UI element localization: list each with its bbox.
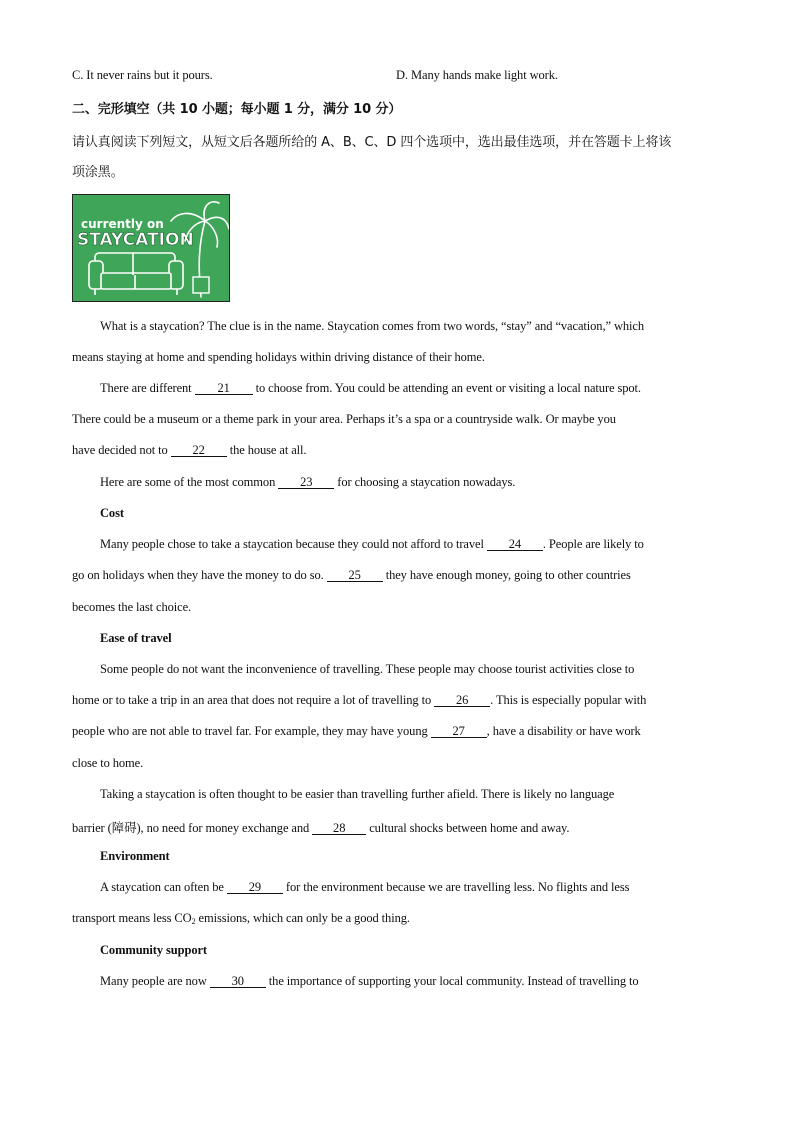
passage-p5-line3: [72, 724, 641, 739]
instruction-line-2: 项涂黑。: [72, 165, 124, 180]
text: . People are likely to: [542, 537, 644, 551]
staycation-logo-art: [73, 195, 229, 301]
text: Here are some of the most common: [100, 475, 279, 489]
blank-25[interactable]: 25: [327, 569, 383, 582]
blank-24[interactable]: 24: [487, 538, 543, 551]
passage-p7-line1: [100, 880, 629, 895]
text: There are different: [100, 381, 195, 395]
passage-p2-line1: [100, 381, 641, 396]
blank-27[interactable]: 27: [431, 725, 487, 738]
section-heading: 二、完形填空（共 10 小题；每小题 1 分，满分 10 分）: [72, 102, 402, 117]
passage-p4-line1: [100, 537, 644, 552]
text: for the environment because we are travelling less. No flights and less: [282, 880, 630, 894]
passage-p4-line3: becomes the last choice.: [72, 600, 192, 614]
text: they have enough money, going to other countries: [382, 568, 631, 582]
text: transport means less CO: [72, 911, 192, 925]
text: home or to take a trip in an area that does not require a lot of travelling to: [72, 693, 435, 707]
subheading-environment: Environment: [100, 849, 170, 863]
passage-p7-line2: [72, 911, 410, 926]
blank-21[interactable]: 21: [195, 382, 253, 395]
subheading-ease-of-travel: Ease of travel: [100, 631, 172, 645]
subheading-cost: Cost: [100, 506, 124, 520]
passage-p8-line1: [100, 974, 639, 989]
blank-26[interactable]: 26: [434, 694, 490, 707]
blank-23[interactable]: 23: [278, 476, 334, 489]
text: emissions, which can only be a good thing.: [195, 911, 410, 925]
option-d: D. Many hands make light work.: [396, 68, 558, 82]
text: A staycation can often be: [100, 880, 227, 894]
passage-p5-line4: close to home.: [72, 756, 144, 770]
option-c: C. It never rains but it pours.: [72, 68, 213, 82]
passage-p6-line1: Taking a staycation is often thought to be easier than travelling further afield. There is likely no language: [100, 787, 615, 801]
text: Many people are now: [100, 974, 210, 988]
passage-p5-line1: Some people do not want the inconvenience of travelling. These people may choose tourist activities close to: [100, 662, 635, 676]
staycation-logo: [72, 194, 230, 302]
passage-p5-line2: [72, 693, 646, 708]
passage-p1-line2: means staying at home and spending holidays within driving distance of their home.: [72, 350, 485, 364]
text: to choose from. You could be attending an event or visiting a local nature spot.: [252, 381, 641, 395]
text: go on holidays when they have the money to do so.: [72, 568, 327, 582]
passage-p2-line2: There could be a museum or a theme park in your area. Perhaps it’s a spa or a countryside walk. Or maybe you: [72, 412, 616, 426]
text: the importance of supporting your local community. Instead of travelling to: [265, 974, 639, 988]
passage-p4-line2: [72, 568, 631, 583]
text: cultural shocks between home and away.: [366, 821, 570, 835]
text: the house at all.: [226, 443, 307, 457]
subheading-community-support: Community support: [100, 943, 207, 957]
text: , have a disability or have work: [486, 724, 641, 738]
blank-22[interactable]: 22: [171, 444, 227, 457]
text: people who are not able to travel far. For example, they may have young: [72, 724, 431, 738]
text: have decided not to: [72, 443, 171, 457]
text: for choosing a staycation nowadays.: [334, 475, 516, 489]
svg-text:currently on: currently on: [81, 217, 164, 231]
passage-p6-line2: [72, 818, 569, 836]
blank-29[interactable]: 29: [227, 881, 283, 894]
instruction-line-1: 请认真阅读下列短文，从短文后各题所给的 A、B、C、D 四个选项中，选出最佳选项，并在答题卡上将该: [72, 135, 672, 150]
blank-30[interactable]: 30: [210, 975, 266, 988]
subscript: 2: [191, 917, 196, 926]
passage-p2-line3: [72, 443, 306, 458]
text: . This is especially popular with: [490, 693, 647, 707]
text: barrier (障碍), no need for money exchange and: [72, 821, 313, 835]
text: Many people chose to take a staycation because they could not afford to travel: [100, 537, 487, 551]
passage-p1-line1: What is a staycation? The clue is in the name. Staycation comes from two words, “stay” and “vacation,” which: [100, 319, 644, 333]
passage-p3: [100, 475, 515, 490]
svg-text:STAYCATION: STAYCATION: [77, 230, 194, 250]
blank-28[interactable]: 28: [312, 822, 366, 835]
